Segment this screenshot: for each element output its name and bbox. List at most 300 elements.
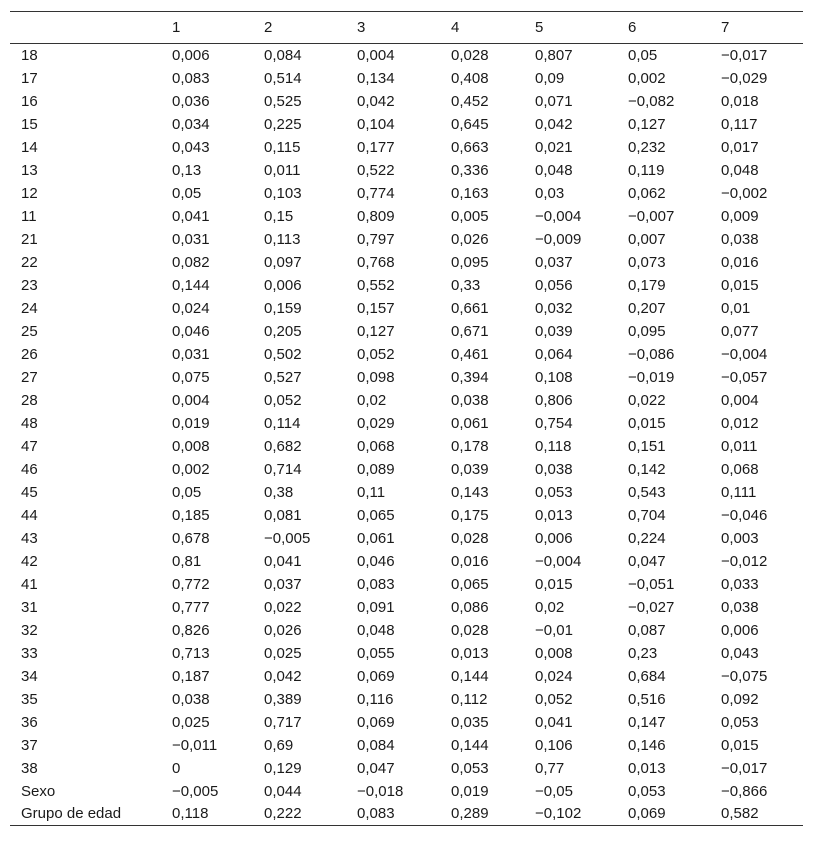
loading-cell: 0,055: [357, 644, 395, 662]
loading-cell: 0,068: [721, 460, 759, 478]
header-factor-7: 7: [721, 12, 803, 44]
loading-cell: 0,127: [628, 115, 666, 133]
row-label: 35: [21, 690, 38, 708]
loading-cell: 0,178: [451, 437, 489, 455]
loading-cell: −0,004: [535, 207, 582, 225]
loading-cell: 0,144: [172, 276, 210, 294]
loading-cell: 0,008: [172, 437, 210, 455]
loading-cell: 0,222: [264, 803, 357, 826]
table-row: [10, 780, 803, 803]
loading-cell: 0,108: [535, 368, 573, 386]
loading-cell: 0,704: [628, 506, 666, 524]
loading-cell: 0,006: [172, 46, 210, 64]
loading-cell: 0,064: [535, 345, 573, 363]
loading-cell: 0,008: [535, 644, 573, 662]
loading-cell: 0,661: [451, 299, 489, 317]
row-label: 17: [21, 69, 38, 87]
row-label: 47: [21, 437, 38, 455]
loading-cell: 0,031: [172, 345, 210, 363]
loading-cell: 0,011: [721, 437, 758, 455]
loading-cell: −0,011: [172, 736, 218, 754]
loading-cell: 0,068: [357, 437, 395, 455]
loading-cell: −0,005: [172, 782, 219, 800]
loading-cell: 0,034: [172, 115, 210, 133]
loading-cell: 0,106: [535, 736, 573, 754]
loading-cell: 0,717: [264, 713, 302, 731]
loading-cell: 0,022: [264, 598, 302, 616]
row-label: 46: [21, 460, 38, 478]
loading-cell: 0,713: [172, 644, 210, 662]
loading-cell: 0,582: [721, 803, 803, 826]
row-label: 31: [21, 598, 38, 616]
loading-cell: 0,056: [535, 276, 573, 294]
loading-cell: 0,082: [172, 253, 210, 271]
loading-cell: 0,028: [451, 621, 489, 639]
loading-cell: −0,075: [721, 667, 768, 685]
loading-cell: 0,772: [172, 575, 210, 593]
loading-cell: 0,05: [172, 483, 202, 501]
loading-cell: 0,077: [721, 322, 759, 340]
table-row: [10, 412, 803, 435]
loading-cell: 0,146: [628, 736, 666, 754]
loading-cell: 0,011: [264, 161, 301, 179]
loading-cell: 0,089: [357, 460, 395, 478]
loading-cell: 0,185: [172, 506, 210, 524]
header-factor-3: 3: [357, 12, 451, 44]
loading-cell: 0,016: [451, 552, 489, 570]
loading-cell: 0,389: [264, 690, 302, 708]
row-label: 13: [21, 161, 38, 179]
loading-cell: 0,117: [721, 115, 758, 133]
loading-cell: 0,525: [264, 92, 302, 110]
loading-cell: 0,004: [721, 391, 759, 409]
loading-cell: 0,003: [721, 529, 759, 547]
loading-cell: 0,013: [535, 506, 573, 524]
table-row: [10, 320, 803, 343]
loading-cell: 0,048: [535, 161, 573, 179]
loading-cell: 0,015: [721, 276, 759, 294]
loading-cell: −0,017: [721, 759, 768, 777]
loading-cell: 0,015: [721, 736, 759, 754]
loading-cell: 0,015: [535, 575, 573, 593]
loading-cell: 0,033: [721, 575, 759, 593]
table-row: [10, 90, 803, 113]
table-row: [10, 67, 803, 90]
loading-cell: 0,091: [357, 598, 395, 616]
table-row: [10, 297, 803, 320]
loading-cell: 0,043: [172, 138, 210, 156]
loading-cell: 0,69: [264, 736, 294, 754]
loading-cell: 0,009: [721, 207, 759, 225]
row-label: 27: [21, 368, 38, 386]
loading-cell: 0,024: [535, 667, 573, 685]
loading-cell: −0,002: [721, 184, 768, 202]
loading-cell: 0,062: [628, 184, 666, 202]
loading-cell: 0,026: [451, 230, 489, 248]
table-row: [10, 550, 803, 573]
loading-cell: 0,036: [172, 92, 210, 110]
loading-cell: 0,052: [535, 690, 573, 708]
loading-cell: 0,053: [451, 759, 489, 777]
loading-cell: 0,087: [628, 621, 666, 639]
row-label: 15: [21, 115, 38, 133]
table-body: [10, 44, 803, 826]
loading-cell: 0,017: [721, 138, 759, 156]
loading-cell: 0: [172, 759, 181, 777]
row-label: 33: [21, 644, 38, 662]
loading-cell: −0,017: [721, 46, 768, 64]
loading-cell: 0,041: [264, 552, 302, 570]
row-label: 41: [21, 575, 38, 593]
loading-cell: 0,177: [357, 138, 395, 156]
loading-cell: 0,116: [357, 690, 394, 708]
loading-cell: 0,224: [628, 529, 666, 547]
loading-cell: 0,022: [628, 391, 666, 409]
loading-cell: 0,02: [357, 391, 387, 409]
loading-cell: 0,809: [357, 207, 395, 225]
loading-cell: 0,042: [535, 115, 573, 133]
row-label: 28: [21, 391, 38, 409]
loading-cell: 0,678: [172, 529, 210, 547]
table-row: [10, 665, 803, 688]
loading-cell: 0,714: [264, 460, 302, 478]
loading-cell: −0,005: [264, 529, 311, 547]
loading-cell: −0,009: [535, 230, 582, 248]
loading-cell: 0,103: [264, 184, 302, 202]
table-row: [10, 619, 803, 642]
loading-cell: 0,104: [357, 115, 395, 133]
loading-cell: 0,061: [451, 414, 489, 432]
loading-cell: 0,684: [628, 667, 666, 685]
loading-cell: 0,083: [172, 69, 210, 87]
loading-cell: 0,019: [172, 414, 210, 432]
loading-cell: 0,336: [451, 161, 489, 179]
loading-cell: −0,051: [628, 575, 675, 593]
row-label: 25: [21, 322, 38, 340]
loading-cell: 0,289: [451, 803, 535, 826]
loading-cell: 0,81: [172, 552, 202, 570]
loading-cell: 0,092: [721, 690, 759, 708]
loading-cell: 0,038: [172, 690, 210, 708]
loading-cell: 0,09: [535, 69, 565, 87]
loading-cell: −0,01: [535, 621, 573, 639]
loading-cell: 0,041: [172, 207, 210, 225]
loading-cell: −0,082: [628, 92, 675, 110]
factor-loadings-table: [10, 11, 803, 826]
row-label: 42: [21, 552, 38, 570]
table-row: [10, 435, 803, 458]
loading-cell: 0,038: [535, 460, 573, 478]
table-row: [10, 159, 803, 182]
loading-cell: 0,143: [451, 483, 489, 501]
loading-cell: 0,047: [628, 552, 666, 570]
loading-cell: 0,042: [264, 667, 302, 685]
loading-cell: 0,002: [172, 460, 210, 478]
row-label: 26: [21, 345, 38, 363]
loading-cell: 0,144: [451, 667, 489, 685]
loading-cell: 0,048: [357, 621, 395, 639]
loading-cell: 0,408: [451, 69, 489, 87]
loading-cell: 0,037: [264, 575, 302, 593]
loading-cell: 0,33: [451, 276, 481, 294]
loading-cell: 0,071: [535, 92, 573, 110]
row-label: 18: [21, 46, 38, 64]
table-row: [10, 182, 803, 205]
row-label: 32: [21, 621, 38, 639]
row-label: 24: [21, 299, 38, 317]
loading-cell: 0,029: [357, 414, 395, 432]
table-row: [10, 205, 803, 228]
table-row: [10, 136, 803, 159]
table-row: [10, 527, 803, 550]
loading-cell: 0,018: [721, 92, 759, 110]
header-row: [10, 12, 803, 44]
loading-cell: 0,225: [264, 115, 302, 133]
row-label: 11: [21, 207, 37, 225]
table-row: [10, 251, 803, 274]
loading-cell: 0,035: [451, 713, 489, 731]
loading-cell: 0,016: [721, 253, 759, 271]
loading-cell: 0,826: [172, 621, 210, 639]
loading-cell: 0,048: [721, 161, 759, 179]
loading-cell: 0,065: [357, 506, 395, 524]
row-label: 22: [21, 253, 38, 271]
row-label: 23: [21, 276, 38, 294]
loading-cell: −0,012: [721, 552, 768, 570]
loading-cell: 0,075: [172, 368, 210, 386]
loading-cell: 0,159: [264, 299, 302, 317]
loading-cell: 0,046: [172, 322, 210, 340]
loading-cell: 0,394: [451, 368, 489, 386]
loading-cell: 0,047: [357, 759, 395, 777]
loading-cell: 0,552: [357, 276, 395, 294]
loading-cell: 0,031: [172, 230, 210, 248]
loading-cell: 0,044: [264, 782, 302, 800]
row-label: Grupo de edad: [10, 803, 172, 826]
loading-cell: 0,11: [357, 483, 386, 501]
loading-cell: 0,041: [535, 713, 573, 731]
loading-cell: 0,01: [721, 299, 751, 317]
loading-cell: 0,053: [628, 782, 666, 800]
loading-cell: 0,134: [357, 69, 395, 87]
table-row: [10, 274, 803, 297]
loading-cell: 0,095: [451, 253, 489, 271]
loading-cell: 0,112: [451, 690, 488, 708]
loading-cell: 0,115: [264, 138, 301, 156]
loading-cell: −0,004: [535, 552, 582, 570]
loading-cell: 0,028: [451, 46, 489, 64]
loading-cell: 0,006: [721, 621, 759, 639]
loading-cell: 0,127: [357, 322, 395, 340]
loading-cell: 0,015: [628, 414, 666, 432]
table-row: [10, 504, 803, 527]
loading-cell: 0,032: [535, 299, 573, 317]
loading-cell: 0,007: [628, 230, 666, 248]
loading-cell: 0,02: [535, 598, 565, 616]
loading-cell: 0,205: [264, 322, 302, 340]
loading-cell: −0,102: [535, 803, 628, 826]
table-row: [10, 343, 803, 366]
loading-cell: 0,522: [357, 161, 395, 179]
row-label: 34: [21, 667, 38, 685]
loading-cell: 0,05: [172, 184, 202, 202]
loading-cell: 0,097: [264, 253, 302, 271]
loading-cell: −0,019: [628, 368, 675, 386]
loading-cell: 0,026: [264, 621, 302, 639]
loading-cell: 0,543: [628, 483, 666, 501]
table-header: [10, 12, 803, 44]
row-label: 43: [21, 529, 38, 547]
loading-cell: 0,77: [535, 759, 565, 777]
loading-cell: 0,806: [535, 391, 573, 409]
loading-cell: 0,004: [357, 46, 395, 64]
loading-cell: 0,065: [451, 575, 489, 593]
loading-cell: 0,777: [172, 598, 210, 616]
loading-cell: 0,013: [451, 644, 489, 662]
loading-cell: 0,084: [264, 46, 302, 64]
header-factor-4: 4: [451, 12, 535, 44]
loading-cell: 0,021: [535, 138, 573, 156]
loading-cell: 0,012: [721, 414, 759, 432]
loading-cell: −0,866: [721, 782, 768, 800]
loading-cell: 0,084: [357, 736, 395, 754]
loading-cell: 0,754: [535, 414, 573, 432]
loading-cell: 0,118: [172, 803, 264, 826]
loading-cell: 0,025: [172, 713, 210, 731]
table-row: [10, 757, 803, 780]
loading-cell: 0,038: [451, 391, 489, 409]
loading-cell: 0,768: [357, 253, 395, 271]
loading-cell: 0,053: [535, 483, 573, 501]
loading-cell: 0,061: [357, 529, 395, 547]
row-label: 36: [21, 713, 38, 731]
header-factor-6: 6: [628, 12, 721, 44]
loading-cell: 0,039: [451, 460, 489, 478]
loading-cell: 0,053: [721, 713, 759, 731]
loading-cell: 0,38: [264, 483, 294, 501]
loading-cell: 0,232: [628, 138, 666, 156]
loading-cell: 0,069: [628, 803, 721, 826]
loading-cell: 0,179: [628, 276, 666, 294]
loading-cell: 0,163: [451, 184, 489, 202]
loading-cell: 0,13: [172, 161, 202, 179]
loading-cell: 0,514: [264, 69, 302, 87]
row-label: 12: [21, 184, 38, 202]
loading-cell: 0,004: [172, 391, 210, 409]
table-row: [10, 711, 803, 734]
loading-cell: 0,142: [628, 460, 666, 478]
loading-cell: 0,038: [721, 230, 759, 248]
loading-cell: 0,452: [451, 92, 489, 110]
loading-cell: 0,013: [628, 759, 666, 777]
header-factor-1: 1: [172, 12, 264, 44]
loading-cell: 0,111: [721, 483, 757, 501]
factor-loadings-table-container: [10, 11, 803, 826]
table-row: [10, 803, 803, 826]
loading-cell: 0,114: [264, 414, 301, 432]
loading-cell: 0,006: [264, 276, 302, 294]
loading-cell: 0,052: [264, 391, 302, 409]
loading-cell: 0,15: [264, 207, 294, 225]
loading-cell: 0,175: [451, 506, 489, 524]
loading-cell: 0,461: [451, 345, 489, 363]
loading-cell: 0,081: [264, 506, 302, 524]
loading-cell: 0,129: [264, 759, 302, 777]
loading-cell: −0,029: [721, 69, 768, 87]
loading-cell: 0,144: [451, 736, 489, 754]
table-row: [10, 458, 803, 481]
table-row: [10, 481, 803, 504]
table-row: [10, 734, 803, 757]
loading-cell: −0,05: [535, 782, 573, 800]
loading-cell: −0,027: [628, 598, 675, 616]
loading-cell: 0,663: [451, 138, 489, 156]
table-row: [10, 44, 803, 67]
table-row: [10, 389, 803, 412]
loading-cell: 0,527: [264, 368, 302, 386]
row-label: Sexo: [21, 782, 56, 800]
loading-cell: −0,057: [721, 368, 768, 386]
loading-cell: 0,516: [628, 690, 666, 708]
table-row: [10, 596, 803, 619]
header-factor-2: 2: [264, 12, 357, 44]
loading-cell: 0,083: [357, 575, 395, 593]
loading-cell: 0,086: [451, 598, 489, 616]
loading-cell: 0,095: [628, 322, 666, 340]
loading-cell: 0,645: [451, 115, 489, 133]
loading-cell: 0,113: [264, 230, 301, 248]
table-row: [10, 642, 803, 665]
row-label: 48: [21, 414, 38, 432]
loading-cell: 0,005: [451, 207, 489, 225]
loading-cell: 0,207: [628, 299, 666, 317]
loading-cell: −0,004: [721, 345, 768, 363]
table-row: [10, 573, 803, 596]
loading-cell: −0,086: [628, 345, 675, 363]
loading-cell: 0,098: [357, 368, 395, 386]
loading-cell: 0,002: [628, 69, 666, 87]
loading-cell: 0,028: [451, 529, 489, 547]
table-row: [10, 228, 803, 251]
loading-cell: 0,037: [535, 253, 573, 271]
row-label: 21: [21, 230, 38, 248]
loading-cell: 0,682: [264, 437, 302, 455]
loading-cell: 0,073: [628, 253, 666, 271]
loading-cell: 0,807: [535, 46, 573, 64]
loading-cell: 0,069: [357, 713, 395, 731]
row-label: 16: [21, 92, 38, 110]
loading-cell: −0,007: [628, 207, 675, 225]
loading-cell: −0,018: [357, 782, 404, 800]
loading-cell: 0,083: [357, 803, 451, 826]
header-item-column: [10, 12, 172, 44]
loading-cell: 0,502: [264, 345, 302, 363]
loading-cell: 0,151: [628, 437, 666, 455]
table-row: [10, 366, 803, 389]
loading-cell: 0,039: [535, 322, 573, 340]
table-row: [10, 113, 803, 136]
loading-cell: 0,774: [357, 184, 395, 202]
loading-cell: −0,046: [721, 506, 768, 524]
row-label: 45: [21, 483, 38, 501]
loading-cell: 0,046: [357, 552, 395, 570]
table-row: [10, 688, 803, 711]
loading-cell: 0,119: [628, 161, 665, 179]
loading-cell: 0,025: [264, 644, 302, 662]
loading-cell: 0,043: [721, 644, 759, 662]
loading-cell: 0,23: [628, 644, 658, 662]
row-label: 44: [21, 506, 38, 524]
